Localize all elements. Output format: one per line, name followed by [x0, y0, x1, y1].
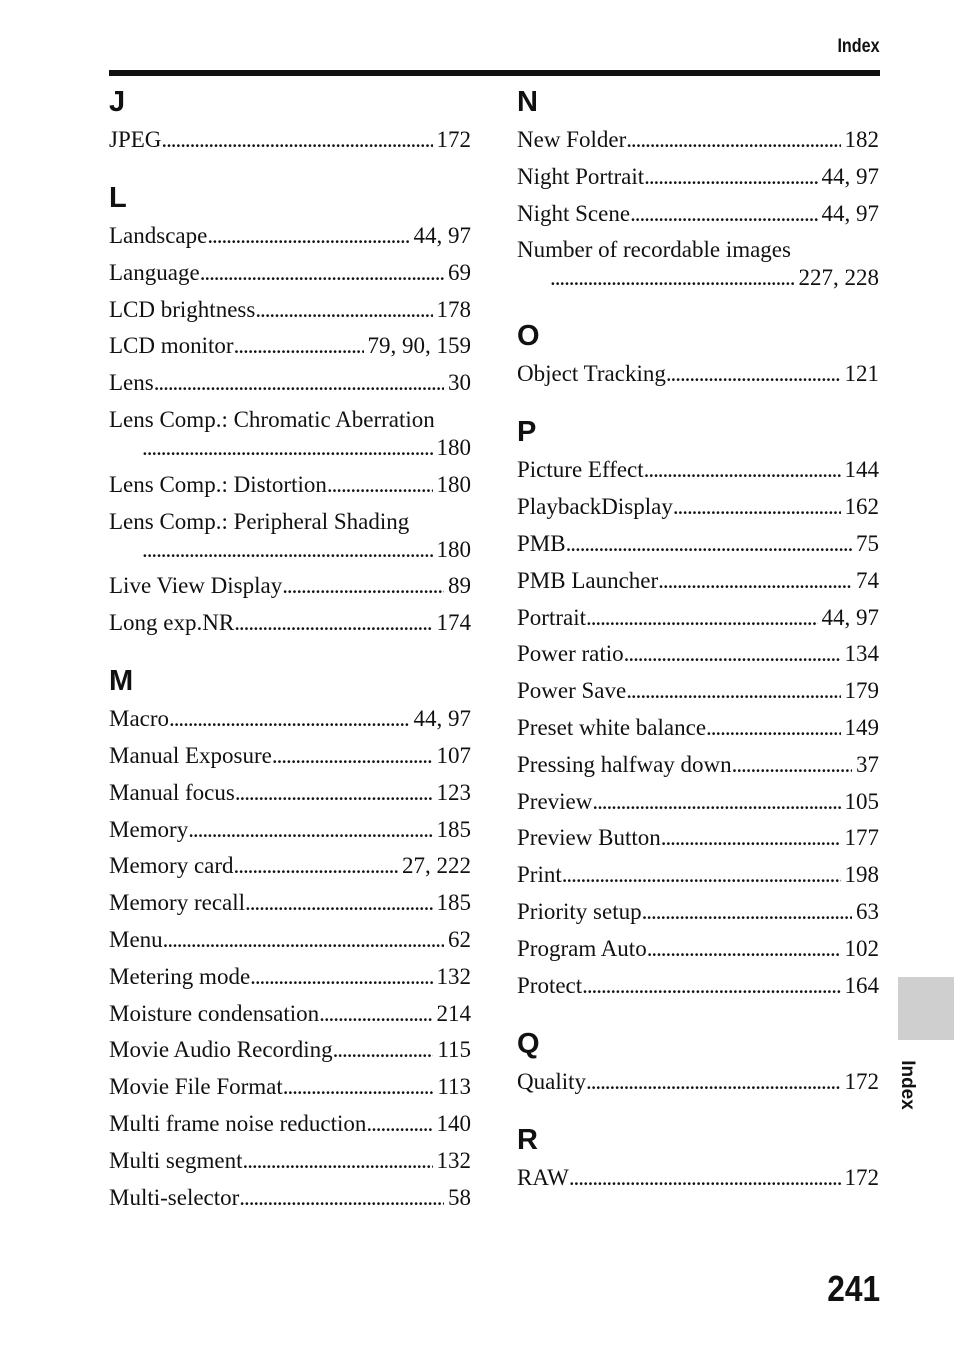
entry-term: Lens Comp.: Distortion [109, 471, 327, 497]
dot-leader [550, 264, 795, 292]
entry-term: Memory [109, 816, 189, 842]
index-entry [109, 705, 471, 733]
index-entry [517, 163, 879, 191]
side-tab-marker [898, 977, 954, 1040]
entry-line [109, 1036, 471, 1064]
entry-pages: 123 [436, 779, 471, 805]
entry-term: Language [109, 259, 200, 285]
dot-leader [188, 816, 432, 844]
dot-leader [566, 530, 852, 558]
entry-term: Picture Effect [517, 457, 644, 483]
dot-leader [282, 572, 444, 600]
entry-line [109, 926, 471, 954]
entry-term: PMB [517, 530, 566, 556]
index-section [517, 1026, 879, 1096]
entry-line [517, 861, 879, 889]
index-section [517, 414, 879, 999]
entry-pages: 121 [844, 361, 879, 387]
entry-pages: 107 [436, 742, 471, 768]
entry-line [517, 788, 879, 816]
entry-term: Landscape [109, 223, 208, 248]
entry-line [517, 751, 879, 779]
entry-pages: 44, 97 [413, 706, 471, 732]
dot-leader [245, 889, 432, 917]
section-letter: L [109, 182, 127, 214]
index-entry [517, 126, 879, 154]
index-entry [109, 889, 471, 917]
index-section [109, 180, 471, 637]
entry-line [109, 296, 471, 324]
dot-leader [673, 493, 841, 521]
entry-line [517, 972, 879, 1000]
entry-pages: 172 [844, 1164, 879, 1190]
entry-line [109, 259, 471, 287]
dot-leader [658, 567, 852, 595]
entry-page-line [517, 264, 879, 292]
entry-term: Program Auto [517, 935, 647, 961]
dot-leader [207, 222, 409, 250]
dot-leader [272, 742, 433, 770]
dot-leader [239, 1184, 444, 1212]
entry-term: Multi frame noise reduction [109, 1110, 367, 1136]
entry-pages: 198 [844, 862, 879, 888]
index-column-left [109, 84, 471, 1238]
entry-line [517, 824, 879, 852]
dot-leader [142, 434, 433, 462]
index-entry [109, 609, 471, 637]
index-entry [109, 471, 471, 499]
entry-pages: 89 [448, 573, 471, 599]
entry-line [109, 1110, 471, 1138]
dot-leader [142, 536, 433, 564]
dot-leader [732, 751, 852, 779]
entry-term: LCD monitor [109, 333, 234, 359]
index-entry [109, 296, 471, 324]
entry-line [109, 816, 471, 844]
dot-leader [569, 1164, 841, 1192]
index-entry [109, 779, 471, 807]
entry-pages: 113 [437, 1074, 471, 1100]
dot-leader [644, 456, 841, 484]
entry-term: Lens Comp.: Chromatic Aberration [109, 406, 435, 432]
section-letter: J [109, 86, 126, 118]
entry-term: Print [517, 862, 562, 888]
entry-term: Object Tracking [517, 361, 666, 387]
entry-term: Power Save [517, 678, 627, 704]
entry-term: Multi segment [109, 1147, 243, 1173]
dot-leader [234, 332, 364, 360]
entry-term: Live View Display [109, 573, 283, 599]
index-entry [109, 222, 471, 250]
dot-leader [163, 926, 444, 954]
entry-line [517, 567, 879, 595]
entry-pages: 134 [844, 641, 879, 667]
index-entry [517, 1164, 879, 1192]
entry-term: Preview [517, 788, 593, 814]
entry-pages: 102 [844, 935, 879, 961]
entry-pages: 162 [844, 494, 879, 520]
page-number: 241 [827, 1268, 880, 1309]
entry-pages: 185 [436, 890, 471, 916]
entry-term: Manual Exposure [109, 742, 272, 768]
entry-line [517, 456, 879, 484]
dot-leader [626, 677, 840, 705]
entry-pages: 227, 228 [798, 265, 879, 291]
entry-term: Movie Audio Recording [109, 1037, 333, 1063]
index-entry [109, 126, 471, 154]
entry-line [517, 604, 879, 632]
index-entry [517, 677, 879, 705]
entry-line [109, 609, 471, 637]
entry-term: Long exp.NR [109, 610, 235, 636]
entry-term: Number of recordable images [517, 237, 791, 263]
section-letter: M [109, 665, 134, 698]
dot-leader [327, 471, 433, 499]
entry-term: Night Scene [517, 200, 631, 226]
entry-line [517, 163, 879, 191]
entry-pages: 180 [436, 471, 471, 497]
index-entry [517, 861, 879, 889]
dot-leader [582, 972, 840, 1000]
entry-term: Moisture condensation [109, 1000, 320, 1026]
entry-pages: 115 [437, 1037, 471, 1063]
index-entry [109, 1073, 471, 1101]
entry-line [517, 1164, 879, 1192]
entry-term: New Folder [517, 127, 627, 152]
entry-pages: 27, 222 [402, 853, 471, 879]
entry-line [517, 493, 879, 521]
entry-term: Preset white balance [517, 714, 707, 740]
index-entry [109, 572, 471, 600]
entry-line [109, 705, 471, 733]
entry-pages: 180 [436, 434, 471, 460]
entry-term: Quality [517, 1068, 586, 1094]
index-entry [517, 824, 879, 852]
entry-line [517, 530, 879, 558]
header-title: Index [837, 36, 880, 57]
entry-pages: 172 [844, 1068, 879, 1094]
dot-leader [661, 824, 841, 852]
index-entry [517, 200, 879, 228]
index-entry [109, 332, 471, 360]
index-entry [517, 567, 879, 595]
dot-leader [630, 200, 817, 228]
entry-line [517, 677, 879, 705]
index-entry [109, 742, 471, 770]
entry-term: Movie File Format [109, 1074, 283, 1100]
entry-pages: 44, 97 [821, 604, 879, 630]
entry-line [109, 1000, 471, 1028]
index-section [517, 1122, 879, 1192]
entry-term: Menu [109, 926, 163, 952]
dot-leader [666, 360, 841, 388]
dot-leader [255, 296, 432, 324]
entry-pages: 44, 97 [821, 163, 879, 189]
entry-term: Lens [109, 370, 154, 396]
entry-pages: 144 [844, 457, 879, 483]
entry-pages: 105 [844, 788, 879, 814]
entry-term-line [517, 236, 879, 264]
entry-pages: 75 [856, 530, 879, 556]
index-entry [517, 714, 879, 742]
entry-line [109, 332, 471, 360]
entry-term: Preview Button [517, 825, 661, 851]
entry-pages: 74 [856, 567, 879, 593]
entry-pages: 132 [436, 1147, 471, 1173]
dot-leader [234, 609, 432, 637]
entry-pages: 179 [844, 678, 879, 704]
index-entry [109, 1184, 471, 1212]
dot-leader [154, 369, 444, 397]
index-entry [109, 259, 471, 287]
entry-pages: 37 [856, 751, 879, 777]
entry-line [109, 1147, 471, 1175]
dot-leader [169, 705, 409, 733]
dot-leader [642, 898, 852, 926]
dot-leader [624, 640, 841, 668]
dot-leader [283, 1073, 434, 1101]
dot-leader [243, 1147, 433, 1175]
dot-leader [647, 935, 841, 963]
index-entry [109, 369, 471, 397]
entry-pages: 140 [436, 1110, 471, 1136]
index-entry [517, 360, 879, 388]
index-entry [517, 604, 879, 632]
entry-pages: 30 [448, 370, 471, 396]
section-letter: P [517, 416, 537, 449]
entry-line [517, 935, 879, 963]
index-entry [109, 1147, 471, 1175]
dot-leader [626, 126, 840, 154]
entry-line [517, 1068, 879, 1096]
entry-term: LCD brightness [109, 296, 256, 322]
entry-pages: 149 [844, 714, 879, 740]
entry-pages: 44, 97 [821, 200, 879, 226]
entry-term-line [109, 508, 471, 536]
index-entry [109, 852, 471, 880]
entry-term: Manual focus [109, 779, 235, 805]
index-section [109, 663, 471, 1211]
entry-pages: 44, 97 [413, 223, 471, 248]
dot-leader [586, 604, 818, 632]
entry-pages: 180 [436, 536, 471, 562]
dot-leader [235, 779, 433, 807]
entry-line [109, 742, 471, 770]
entry-term: Lens Comp.: Peripheral Shading [109, 508, 410, 534]
header-rule [109, 70, 880, 76]
entry-line [109, 126, 471, 154]
entry-line [109, 471, 471, 499]
section-letter: Q [517, 1027, 540, 1060]
entry-pages: 172 [436, 127, 471, 152]
index-entry [517, 456, 879, 484]
index-entry [109, 1110, 471, 1138]
entry-term: Metering mode [109, 963, 251, 989]
index-entry [109, 406, 471, 462]
entry-term: Pressing halfway down [517, 751, 732, 777]
index-entry [517, 236, 879, 292]
dot-leader [161, 126, 432, 154]
entry-pages: 164 [844, 972, 879, 998]
dot-leader [200, 259, 444, 287]
dot-leader [706, 714, 840, 742]
dot-leader [234, 852, 398, 880]
entry-page-line [109, 434, 471, 462]
entry-line [109, 889, 471, 917]
entry-line [517, 200, 879, 228]
dot-leader [366, 1110, 432, 1138]
index-entry [517, 935, 879, 963]
index-entry [517, 640, 879, 668]
entry-pages: 182 [844, 127, 879, 152]
entry-line [109, 963, 471, 991]
entry-term: Night Portrait [517, 163, 645, 189]
index-column-right [517, 84, 879, 1218]
side-tab-label: Index [897, 1060, 918, 1110]
dot-leader [562, 861, 841, 889]
entry-term: Memory card [109, 853, 234, 879]
index-entry [517, 1068, 879, 1096]
entry-pages: 214 [436, 1000, 471, 1026]
entry-line [517, 126, 879, 154]
index-entry [517, 972, 879, 1000]
entry-line [109, 222, 471, 250]
index-entry [517, 788, 879, 816]
entry-term: Power ratio [517, 641, 624, 667]
entry-term: Memory recall [109, 890, 246, 916]
entry-term: Multi-selector [109, 1184, 240, 1210]
index-entry [517, 493, 879, 521]
entry-pages: 185 [436, 816, 471, 842]
entry-pages: 178 [436, 296, 471, 322]
entry-line [109, 572, 471, 600]
entry-line [517, 898, 879, 926]
entry-line [109, 779, 471, 807]
entry-line [109, 1184, 471, 1212]
entry-line [109, 1073, 471, 1101]
dot-leader [644, 163, 817, 191]
index-section [517, 318, 879, 388]
entry-pages: 132 [436, 963, 471, 989]
entry-pages: 63 [856, 898, 879, 924]
index-entry [517, 751, 879, 779]
dot-leader [319, 1000, 432, 1028]
entry-pages: 69 [448, 259, 471, 285]
entry-term: RAW [517, 1164, 569, 1190]
entry-term: Priority setup [517, 898, 642, 924]
entry-line [517, 360, 879, 388]
dot-leader [333, 1036, 434, 1064]
index-entry [109, 963, 471, 991]
dot-leader [592, 788, 840, 816]
entry-page-line [109, 536, 471, 564]
index-section [517, 84, 879, 292]
index-entry [517, 530, 879, 558]
entry-term: Protect [517, 972, 583, 998]
entry-pages: 62 [448, 926, 471, 952]
entry-term: Portrait [517, 604, 586, 630]
index-section [109, 84, 471, 154]
index-entry [109, 926, 471, 954]
index-entry [109, 816, 471, 844]
entry-term: Macro [109, 706, 170, 732]
section-letter: R [517, 1123, 538, 1156]
entry-line [109, 369, 471, 397]
index-entry [109, 1000, 471, 1028]
entry-pages: 177 [844, 825, 879, 851]
entry-pages: 58 [448, 1184, 471, 1210]
dot-leader [250, 963, 432, 991]
entry-term: PlaybackDisplay [517, 494, 673, 520]
entry-line [109, 852, 471, 880]
entry-line [517, 640, 879, 668]
index-entry [109, 508, 471, 564]
index-entry [517, 898, 879, 926]
entry-term: JPEG [109, 127, 162, 152]
entry-line [517, 714, 879, 742]
entry-term-line [109, 406, 471, 434]
entry-pages: 174 [436, 610, 471, 636]
section-letter: O [517, 320, 540, 353]
entry-pages: 79, 90, 159 [367, 333, 471, 359]
index-entry [109, 1036, 471, 1064]
section-letter: N [517, 86, 538, 118]
dot-leader [586, 1068, 841, 1096]
entry-term: PMB Launcher [517, 567, 659, 593]
